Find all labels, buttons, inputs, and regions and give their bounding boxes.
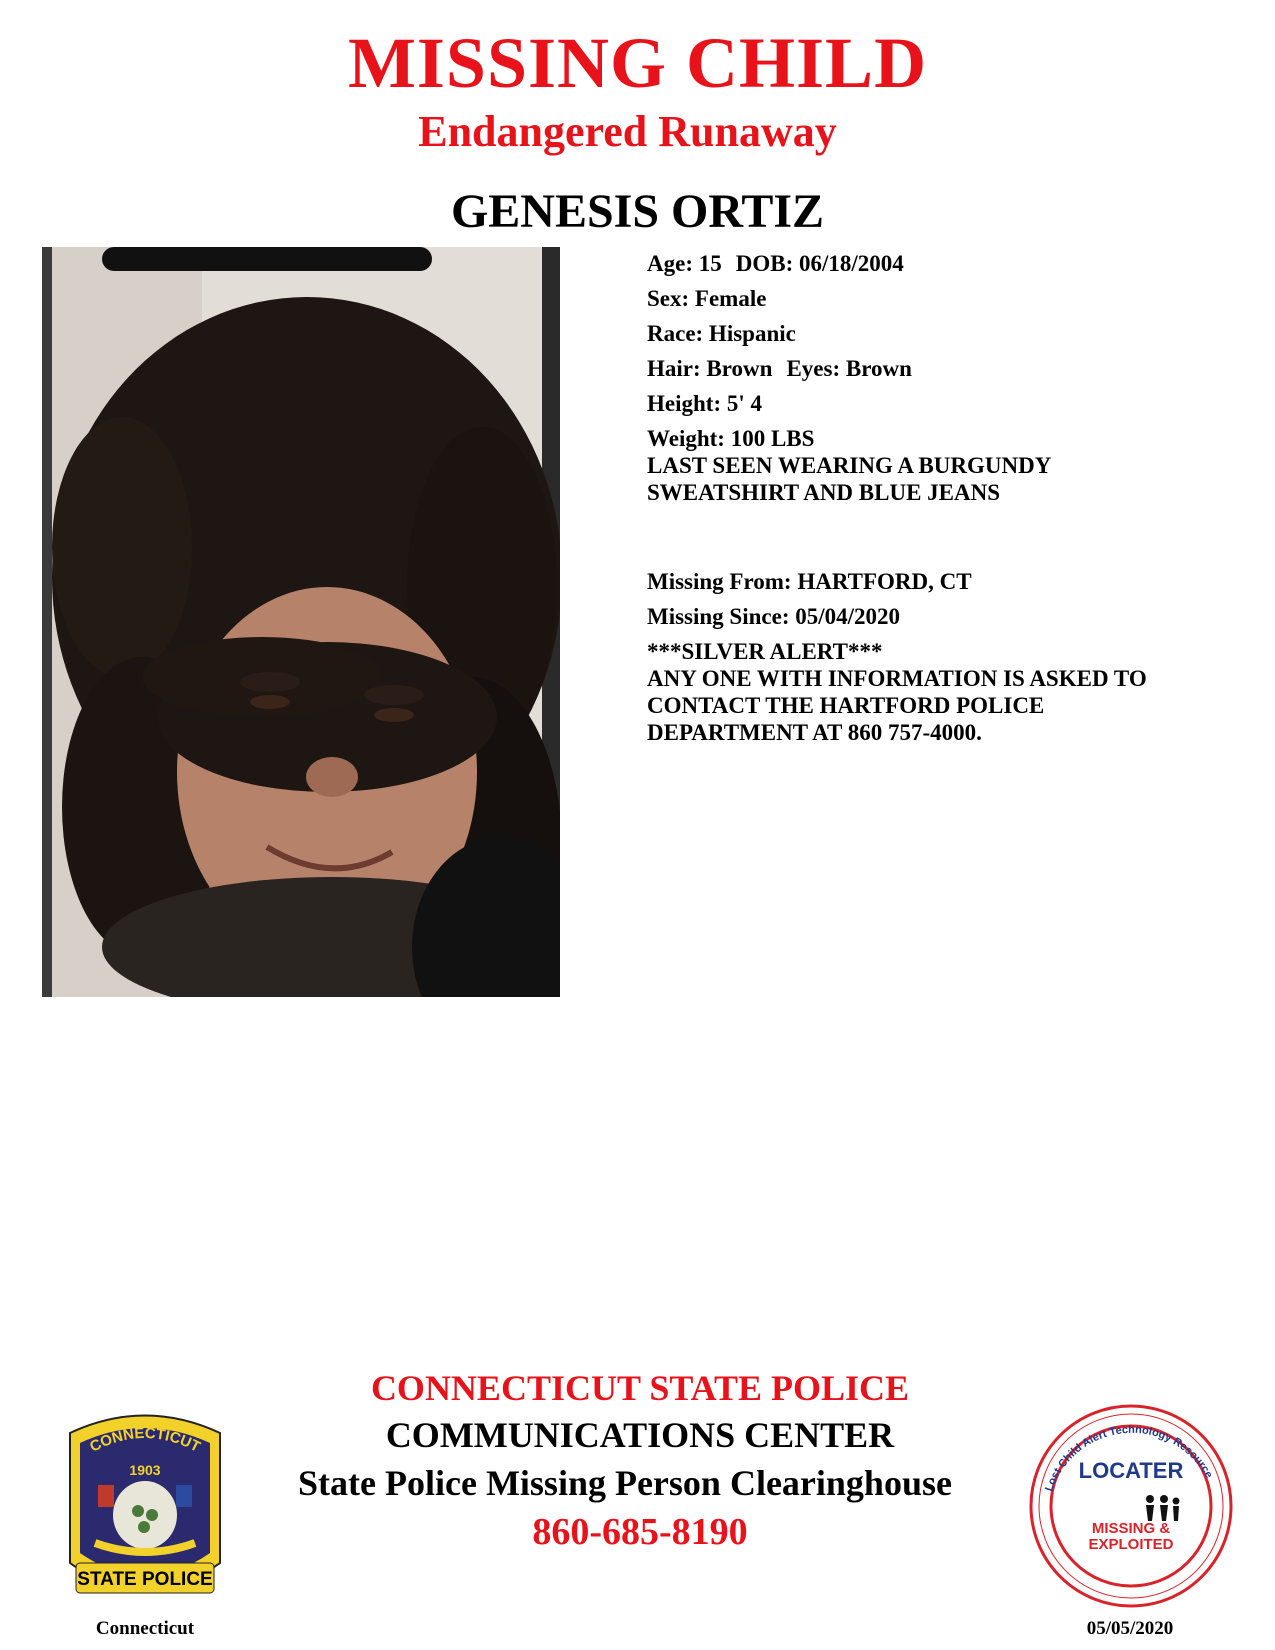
badge-bottom-text: STATE POLICE [77,1569,213,1590]
alert-line-1: ***SILVER ALERT*** [647,639,883,664]
badge-caption: Connecticut [95,1618,195,1639]
poster-headline: MISSING CHILD [347,23,928,103]
locater-title: LOCATER [1078,1458,1184,1483]
hair-text: Hair: Brown [647,356,773,381]
clearinghouse-phone: 860-685-8190 [532,1511,748,1553]
poster-date: 05/05/2020 [1086,1618,1174,1639]
locater-logo [1028,1403,1234,1609]
org-line-3: State Police Missing Person Clearinghouse [298,1463,952,1503]
state-police-badge-logo [60,1403,230,1603]
locater-exploited-text: EXPLOITED [1088,1536,1174,1553]
badge-top-text: CONNECTICUT [87,1424,203,1456]
sex-text: Sex: Female [647,286,767,311]
org-line-2: COMMUNICATIONS CENTER [385,1415,895,1455]
poster-subhead: Endangered Runaway [418,107,837,156]
alert-line-4: DEPARTMENT AT 860 757-4000. [647,720,982,745]
hair-eyes-row [647,355,1247,382]
height-text: Height: 5' 4 [647,391,762,416]
clothing-line-1: LAST SEEN WEARING A BURGUNDY [647,453,1052,478]
alert-line-2: ANY ONE WITH INFORMATION IS ASKED TO [647,666,1147,691]
age-dob-row [647,250,1247,277]
locater-missing-text: MISSING & [1091,1520,1171,1537]
missing-person-name: GENESIS ORTIZ [450,185,825,238]
missing-person-photo [42,247,560,997]
missing-from-text: Missing From: HARTFORD, CT [647,569,972,594]
dob-text: DOB: 06/18/2004 [735,251,904,276]
clothing-line-2: SWEATSHIRT AND BLUE JEANS [647,480,1001,505]
weight-text: Weight: 100 LBS [647,426,815,451]
badge-year-text: 1903 [129,1462,161,1478]
locater-ring-text: Lost Child Alert Technology Resource [1043,1423,1215,1493]
age-text: Age: 15 [647,251,722,276]
details-panel [647,250,1247,746]
eyes-text: Eyes: Brown [786,356,912,381]
org-line-1: CONNECTICUT STATE POLICE [370,1368,910,1408]
missing-since-text: Missing Since: 05/04/2020 [647,604,901,629]
alert-line-3: CONTACT THE HARTFORD POLICE [647,693,1045,718]
race-text: Race: Hispanic [647,321,796,346]
